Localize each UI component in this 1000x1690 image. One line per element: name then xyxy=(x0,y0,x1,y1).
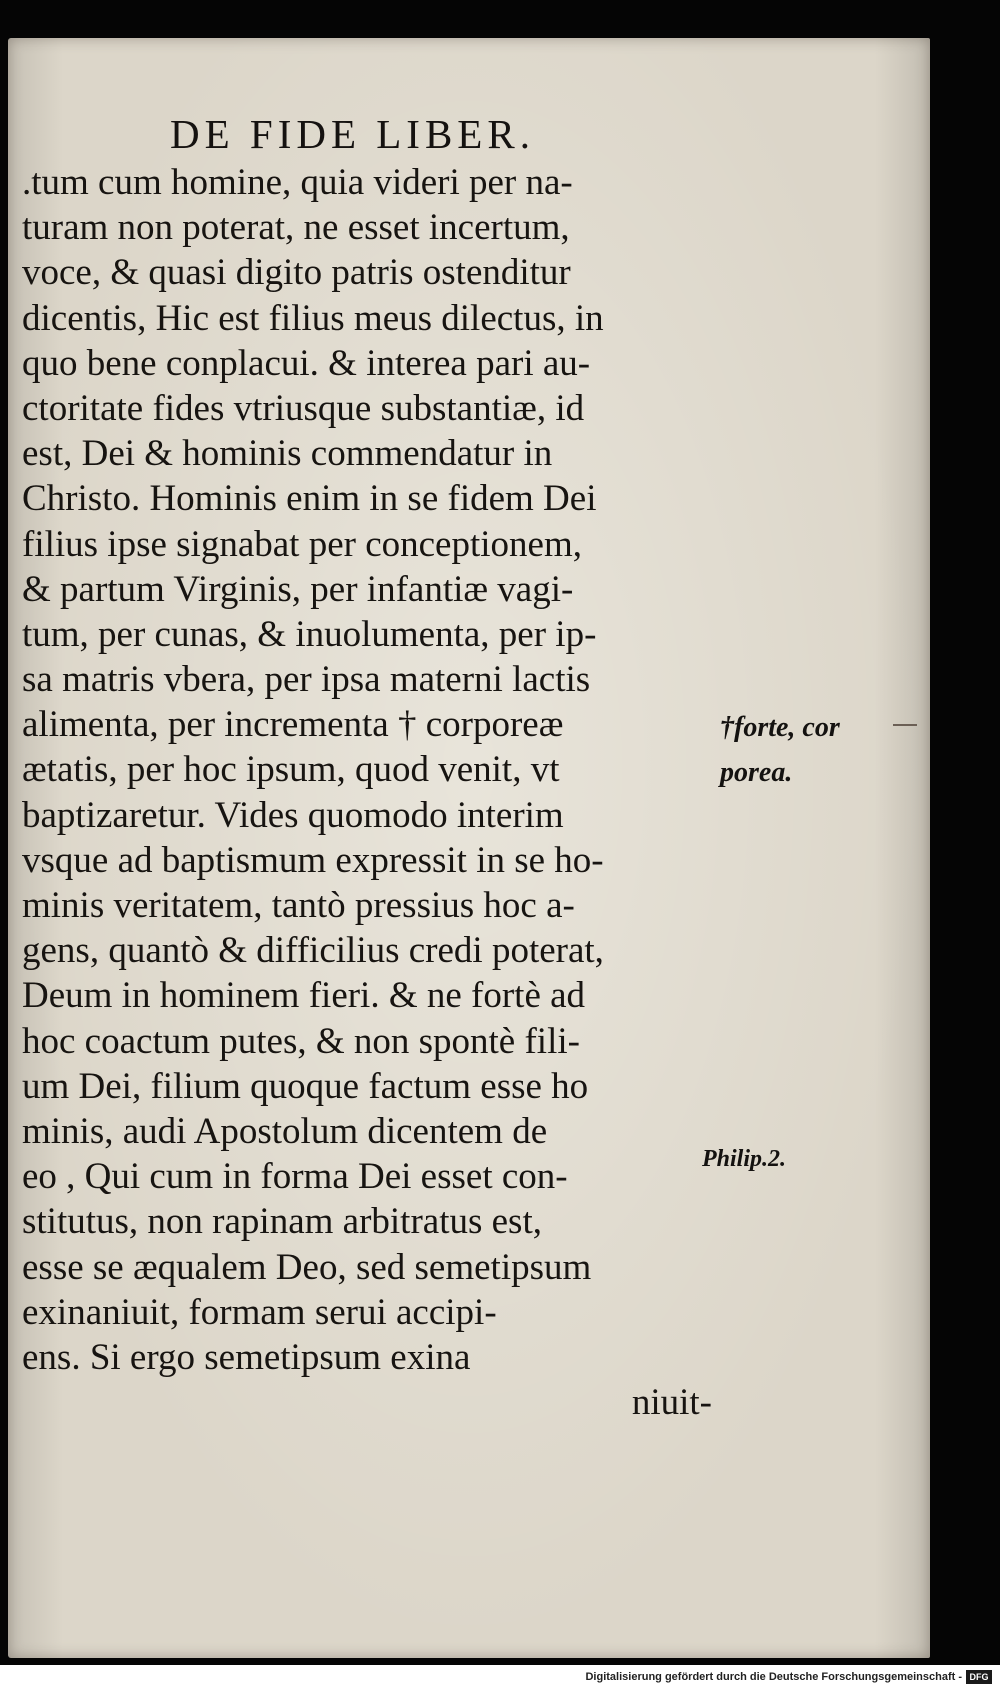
text-line: gens, quantò & difficilius credi poterat, xyxy=(22,930,604,972)
text-line: voce, & quasi digito patris ostenditur xyxy=(22,252,571,294)
text-line: hoc coactum putes, & non spontè fili- xyxy=(22,1020,580,1062)
text-line: ens. Si ergo semetipsum exina xyxy=(22,1336,471,1378)
text-line: Christo. Hominis enim in se fidem Dei xyxy=(22,478,597,520)
margin-note: porea. xyxy=(720,757,793,788)
running-head: DE FIDE LIBER. xyxy=(170,111,535,157)
text-line: est, Dei & hominis commendatur in xyxy=(22,433,553,475)
text-line: minis, audi Apostolum dicentem de xyxy=(22,1110,548,1152)
text-line: Deum in hominem fieri. & ne fortè ad xyxy=(22,975,586,1017)
text-line: ætatis, per hoc ipsum, quod venit, vt xyxy=(22,749,560,791)
text-line: filius ipse signabat per conceptionem, xyxy=(22,523,582,565)
text-line: vsque ad baptismum expressit in se ho- xyxy=(22,839,604,881)
text-line: eo , Qui cum in forma Dei esset con- xyxy=(22,1156,568,1198)
text-line: baptizaretur. Vides quomodo interim xyxy=(22,794,564,836)
text-line: minis veritatem, tantò pressius hoc a- xyxy=(22,885,575,926)
body-text xyxy=(22,160,712,1425)
text-line: turam non poterat, ne esset incertum, xyxy=(22,207,570,249)
text-line: um Dei, filium quoque factum esse ho xyxy=(22,1065,589,1107)
text-line: alimenta, per incrementa † corporeæ xyxy=(22,704,564,746)
dfg-logo: DFG xyxy=(966,1670,992,1684)
text-line: exinaniuit, formam serui accipi- xyxy=(22,1291,497,1333)
margin-note: Philip.2. xyxy=(702,1146,787,1172)
text-line: dicentis, Hic est filius meus dilectus, in xyxy=(22,297,604,339)
text-line: quo bene conplacui. & interea pari au- xyxy=(22,342,591,384)
text-line: tum, per cunas, & inuolumenta, per ip- xyxy=(22,613,597,655)
text-line: & partum Virginis, per infantiæ vagi- xyxy=(22,568,574,610)
ink-mark xyxy=(893,724,917,726)
text-line: stitutus, non rapinam arbitratus est, xyxy=(22,1201,542,1243)
margin-note: †forte, cor xyxy=(720,712,840,743)
text-line: esse se æqualem Deo, sed semetipsum xyxy=(22,1246,592,1288)
digitization-credit: Digitalisierung gefördert durch die Deutsche Forschungsgemeinschaft - xyxy=(585,1671,962,1683)
text-line: .tum cum homine, quia videri per na- xyxy=(22,162,573,203)
text-line: sa matris vbera, per ipsa materni lactis xyxy=(22,659,591,701)
catchword: niuit- xyxy=(631,1382,712,1424)
text-line: ctoritate fides vtriusque substantiæ, id xyxy=(22,387,585,429)
